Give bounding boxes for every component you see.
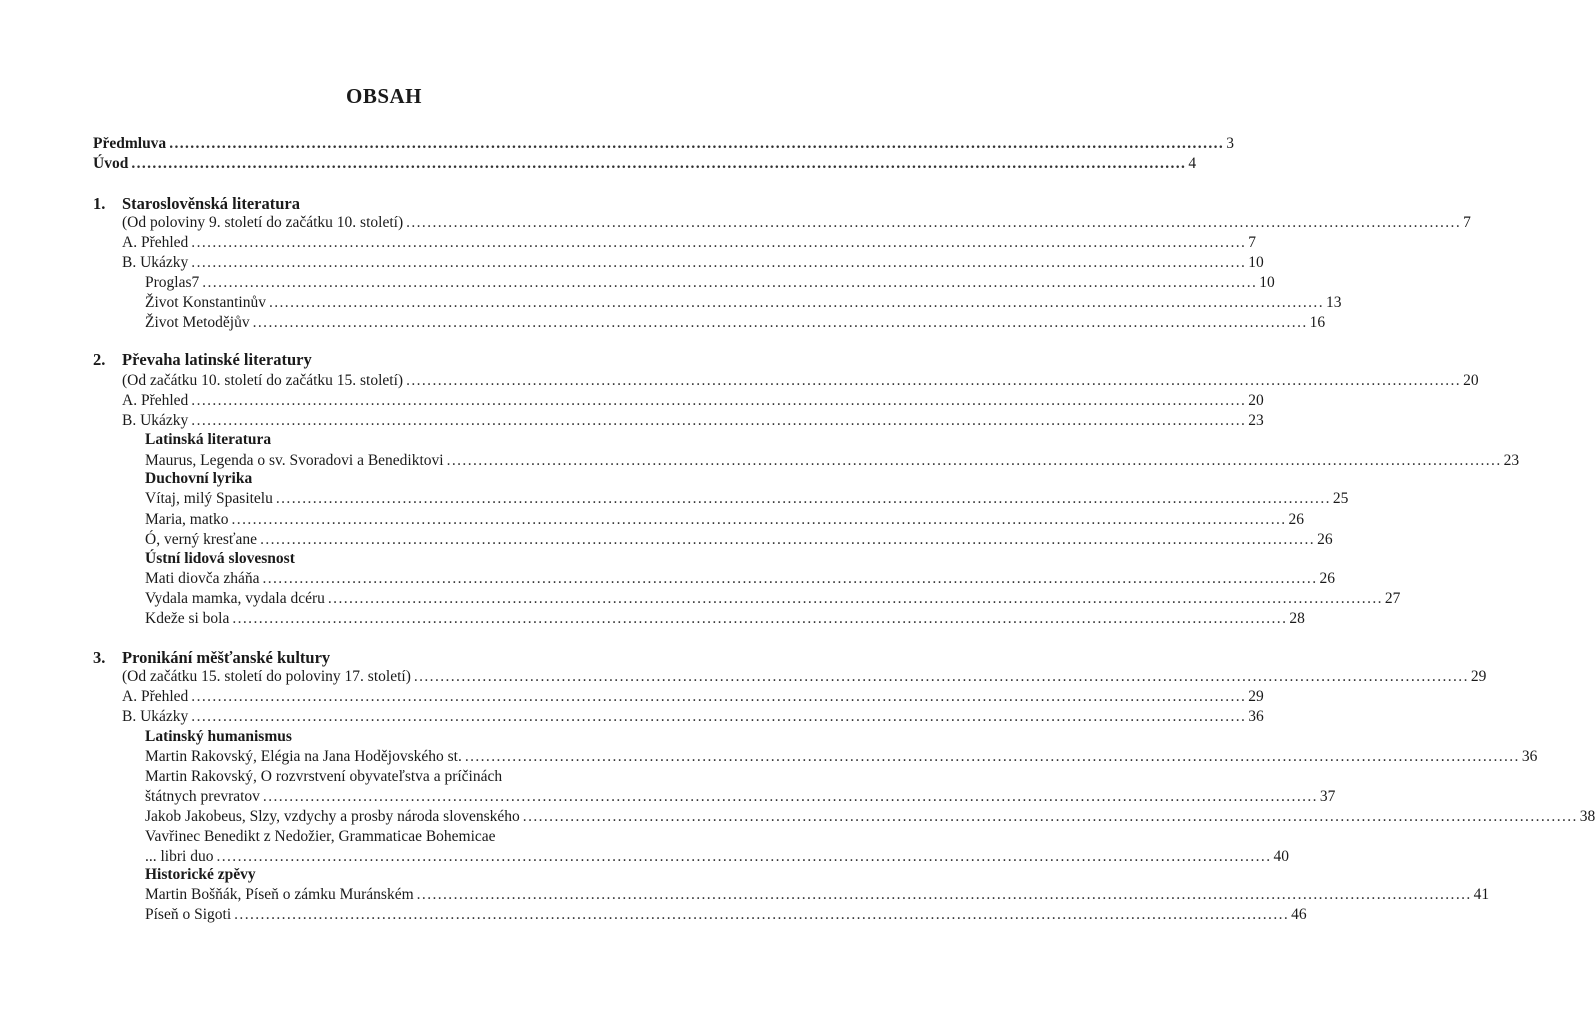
toc-entry-page: 20 (1463, 372, 1479, 389)
leader-dots: ........................................................................................................................................................................................................ (416, 886, 1472, 903)
toc-entry-text: Život Metodějův (145, 314, 250, 331)
toc-entry-page: 27 (1384, 590, 1401, 607)
chapter-title: Staroslověnská literatura (122, 194, 300, 213)
subsection-heading: Latinský humanismus (145, 728, 292, 745)
toc-entry (145, 808, 1595, 826)
toc-entry-text: štátnych prevratov (145, 788, 260, 805)
toc-entry (145, 906, 1307, 924)
toc-entry-text: Úvod (93, 155, 129, 172)
toc-entry-page: 16 (1309, 314, 1326, 331)
toc-entry-text: Proglas7 (145, 274, 200, 291)
toc-entry-page: 4 (1188, 155, 1197, 172)
toc-entry-text: Martin Rakovský, O rozvrstvení obyvateľstva a príčinách (145, 768, 503, 785)
toc-entry (122, 234, 1257, 252)
toc-entry-text: Vítaj, milý Spasitelu (145, 490, 273, 507)
leader-dots: ........................................................................................................................................................................................................ (191, 688, 1247, 705)
toc-entry (122, 392, 1264, 410)
leader-dots: ........................................................................................................................................................................................................ (202, 274, 1258, 291)
toc-entry (145, 511, 1305, 529)
chapter-number: 3. (93, 648, 106, 667)
toc-entry-text: Martin Rakovský, Elégia na Jana Hodějovského st. (145, 748, 462, 765)
leader-dots: ........................................................................................................................................................................................................ (216, 848, 1272, 865)
toc-entry-text: B. Ukázky (122, 254, 189, 271)
leader-dots: ........................................................................................................................................................................................................ (252, 314, 1308, 331)
leader-dots: ........................................................................................................................................................................................................ (232, 610, 1288, 627)
toc-entry-page: 10 (1248, 254, 1264, 271)
toc-entry-page: 13 (1325, 294, 1342, 311)
leader-dots: ........................................................................................................................................................................................................ (262, 570, 1318, 587)
toc-entry (145, 294, 1342, 312)
leader-dots: ........................................................................................................................................................................................................ (406, 372, 1462, 389)
toc-entry-text: (Od začátku 10. století do začátku 15. století) (122, 372, 404, 389)
leader-dots: ........................................................................................................................................................................................................ (260, 531, 1316, 548)
toc-entry-page: 20 (1248, 392, 1264, 409)
toc-entry-page: 29 (1248, 688, 1264, 705)
toc-entry-text: B. Ukázky (122, 412, 189, 429)
toc-entry (122, 708, 1264, 726)
leader-dots: ........................................................................................................................................................................................................ (191, 392, 1247, 409)
chapter-title: Pronikání měšťanské kultury (122, 648, 331, 667)
toc-entry-text: Mati diovča zháňa (145, 570, 260, 587)
toc-entry-uvod (93, 155, 1197, 173)
leader-dots: ........................................................................................................................................................................................................ (327, 590, 1383, 607)
toc-entry-page: 28 (1289, 610, 1305, 627)
leader-dots: ........................................................................................................................................................................................................ (464, 748, 1520, 765)
toc-entry-text: Píseň o Sigoti (145, 906, 232, 923)
leader-dots: ........................................................................................................................................................................................................ (191, 412, 1247, 429)
toc-entry (145, 570, 1335, 588)
subsection-heading: Duchovní lyrika (145, 470, 253, 487)
toc-entry (122, 372, 1479, 390)
toc-entry (122, 254, 1264, 272)
page-title: OBSAH (345, 84, 423, 108)
toc-entry (145, 452, 1520, 470)
leader-dots: ........................................................................................................................................................................................................ (268, 294, 1324, 311)
toc-entry-predmluva (93, 135, 1234, 153)
toc-entry-page: 23 (1248, 412, 1264, 429)
toc-entry-text: (Od poloviny 9. století do začátku 10. století) (122, 214, 404, 231)
leader-dots: ........................................................................................................................................................................................................ (131, 155, 1187, 172)
toc-entry-page: 37 (1319, 788, 1336, 805)
toc-entry (145, 748, 1538, 766)
chapter-number: 1. (93, 194, 106, 213)
toc-entry-page: 36 (1248, 708, 1264, 725)
leader-dots: ........................................................................................................................................................................................................ (275, 490, 1331, 507)
toc-entry (122, 668, 1487, 686)
toc-entry-page: 26 (1288, 511, 1305, 528)
toc-entry (145, 788, 1336, 806)
toc-entry-page: 38 (1579, 808, 1595, 825)
toc-entry-page: 7 (1248, 234, 1257, 251)
toc-entry (145, 848, 1289, 866)
subsection-heading: Historické zpěvy (145, 866, 256, 883)
leader-dots: ........................................................................................................................................................................................................ (522, 808, 1578, 825)
toc-entry-text: Ó, verný kresťane (145, 531, 258, 548)
toc-entry-page: 25 (1332, 490, 1349, 507)
toc-entry-text: A. Přehled (122, 392, 189, 409)
toc-entry-page: 41 (1473, 886, 1490, 903)
leader-dots: ........................................................................................................................................................................................................ (191, 708, 1247, 725)
toc-entry (122, 412, 1264, 430)
toc-entry-page: 3 (1226, 135, 1234, 152)
toc-entry-text: Život Konstantinův (145, 294, 266, 311)
toc-entry-page: 46 (1291, 906, 1307, 923)
toc-entry (145, 274, 1275, 292)
leader-dots: ........................................................................................................................................................................................................ (191, 254, 1247, 271)
toc-entry (145, 590, 1401, 608)
subsection-heading: Latinská literatura (145, 431, 272, 448)
leader-dots: ........................................................................................................................................................................................................ (406, 214, 1462, 231)
toc-entry-text: A. Přehled (122, 688, 189, 705)
subsection-heading: Ústní lidová slovesnost (145, 550, 295, 567)
toc-entry-text: B. Ukázky (122, 708, 189, 725)
toc-entry-page: 10 (1259, 274, 1275, 291)
leader-dots: ........................................................................................................................................................................................................ (231, 511, 1287, 528)
toc-entry-text: Maurus, Legenda o sv. Svoradovi a Benediktovi (145, 452, 444, 469)
toc-entry-text: Martin Bošňák, Píseň o zámku Muránském (145, 886, 414, 903)
toc-entry (145, 314, 1326, 332)
chapter-title: Převaha latinské literatury (122, 350, 312, 369)
toc-entry (122, 688, 1264, 706)
toc-entry-text: Vydala mamka, vydala dcéru (145, 590, 325, 607)
toc-entry-text: Vavřinec Benedikt z Nedožier, Grammaticae Bohemicae (145, 828, 496, 845)
leader-dots: ........................................................................................................................................................................................................ (413, 668, 1469, 685)
toc-entry-text: ... libri duo (145, 848, 214, 865)
toc-entry-text: (Od začátku 15. století do poloviny 17. století) (122, 668, 411, 685)
toc-entry-page: 29 (1470, 668, 1487, 685)
toc-entry (145, 490, 1349, 508)
toc-entry-text: Kdeže si bola (145, 610, 230, 627)
toc-entry-page: 40 (1273, 848, 1289, 865)
toc-entry (145, 886, 1490, 904)
toc-entry-page: 26 (1319, 570, 1335, 587)
chapter-number: 2. (93, 350, 106, 369)
leader-dots: ........................................................................................................................................................................................................ (169, 135, 1225, 152)
toc-entry-text: Předmluva (93, 135, 167, 152)
leader-dots: ........................................................................................................................................................................................................ (234, 906, 1290, 923)
toc-entry-text: A. Přehled (122, 234, 189, 251)
leader-dots: ........................................................................................................................................................................................................ (262, 788, 1318, 805)
toc-entry (145, 610, 1305, 628)
toc-entry-text: Maria, matko (145, 511, 229, 528)
toc-entry-text: Jakob Jakobeus, Slzy, vzdychy a prosby národa slovenského (145, 808, 520, 825)
toc-entry-page: 7 (1463, 214, 1471, 231)
toc-entry-page: 23 (1503, 452, 1520, 469)
leader-dots: ........................................................................................................................................................................................................ (446, 452, 1502, 469)
leader-dots: ........................................................................................................................................................................................................ (191, 234, 1247, 251)
toc-entry-page: 36 (1521, 748, 1538, 765)
toc-entry-page: 26 (1317, 531, 1333, 548)
toc-entry (122, 214, 1471, 232)
toc-entry (145, 531, 1333, 549)
